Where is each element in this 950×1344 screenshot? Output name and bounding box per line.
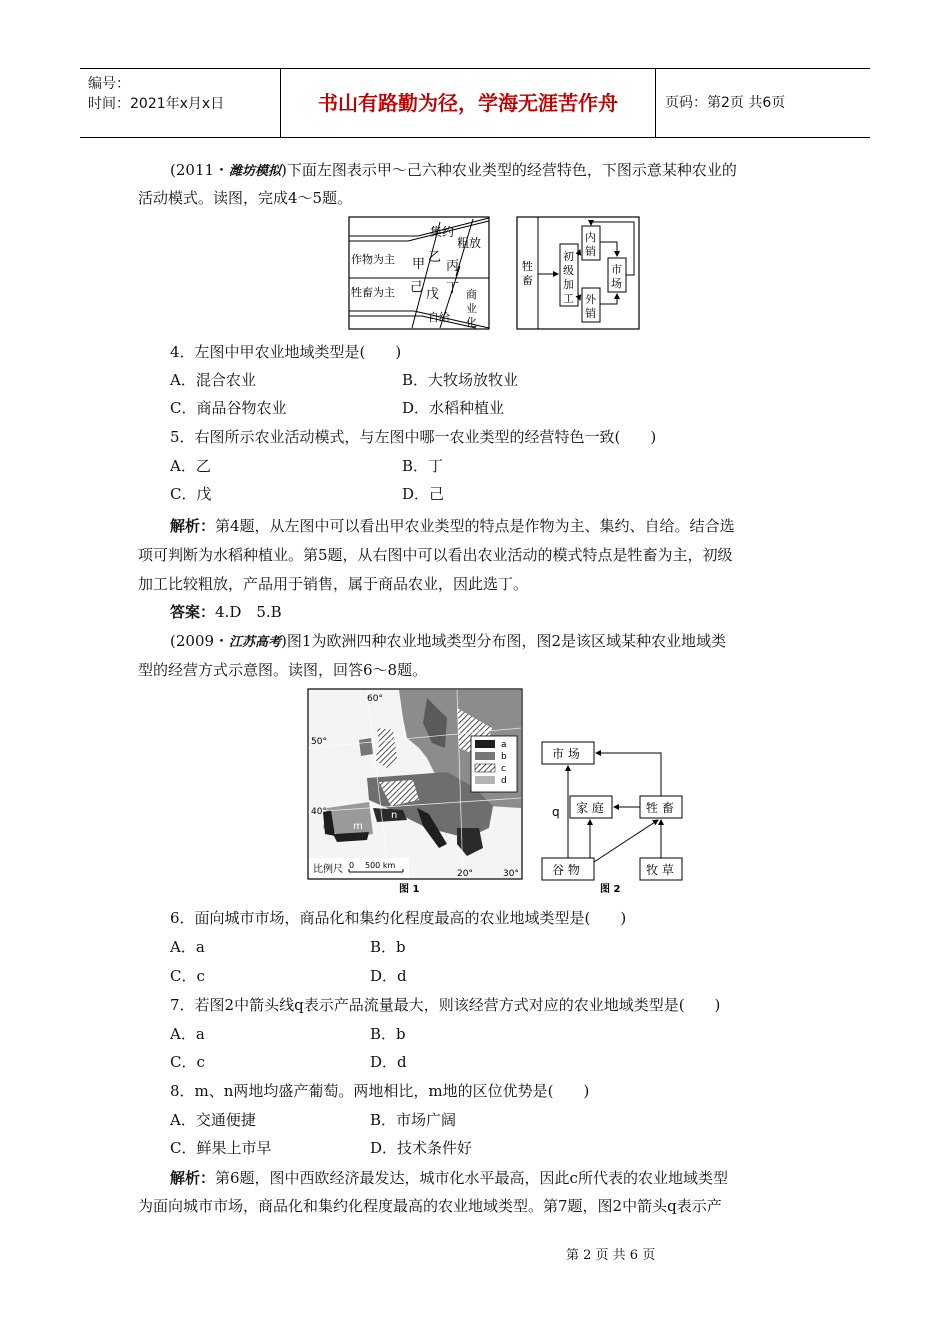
intro2-line1: (2009・江苏高考)图1为欧洲四种农业地域类型分布图，图2是该区域某种农业地域类 <box>170 632 726 650</box>
map-lon-30: 30° <box>503 869 519 879</box>
q5-option-c: C．戊 <box>170 485 212 503</box>
intro1-source: 潍坊模拟 <box>229 164 282 179</box>
q5-stem: 5．右图所示农业活动模式，与左图中哪一农业类型的经营特色一致( ) <box>170 428 657 446</box>
q8-option-a: A．交通便捷 <box>170 1111 256 1129</box>
fig2-shengchu: 牲 畜 <box>646 801 674 815</box>
header-meta <box>80 69 281 137</box>
map-scale-0: 0 <box>349 861 355 870</box>
legend-swatch-a <box>475 740 495 748</box>
page-footer: 第 2 页 共 6 页 <box>566 1248 656 1263</box>
label-jia: 甲 <box>412 257 426 272</box>
page-header <box>80 68 870 138</box>
q5-option-d: D．己 <box>402 485 445 503</box>
map-scale-label: 比例尺 <box>313 864 343 875</box>
q7-option-b: B．b <box>370 1025 406 1043</box>
legend-swatch-d <box>475 776 495 784</box>
q4-option-a: A．混合农业 <box>170 371 256 389</box>
fig2-q: q <box>552 805 560 819</box>
q4-option-c: C．商品谷物农业 <box>170 399 287 417</box>
map-lat-50: 50° <box>311 737 327 747</box>
flow-shichang-1: 市 <box>611 263 622 276</box>
header-motto: 书山有路勤为径，学海无涯苦作舟 <box>281 69 656 137</box>
label-ji: 己 <box>410 280 424 295</box>
q8-stem: 8．m、n两地均盛产葡萄。两地相比，m地的区位优势是( ) <box>170 1082 590 1100</box>
q6-option-d: D．d <box>370 967 407 985</box>
q7-stem: 7．若图2中箭头线q表示产品流量最大，则该经营方式对应的农业地域类型是( ) <box>170 996 721 1014</box>
flow-waixiao-2: 销 <box>585 307 596 320</box>
label-wu: 戊 <box>426 287 440 302</box>
map-scale-500: 500 km <box>365 861 396 870</box>
flow-shichang-2: 场 <box>611 277 622 290</box>
fig2-guwu: 谷 物 <box>552 863 580 877</box>
intro1-line2: 活动模式。读图，完成4～5题。 <box>138 189 353 207</box>
flow-neixiao-1: 内 <box>585 231 596 244</box>
fig2-jiating: 家 庭 <box>576 801 604 815</box>
q8-option-c: C．鲜果上市早 <box>170 1139 272 1157</box>
legend-label-d: d <box>501 776 507 786</box>
figure2-flow <box>538 738 686 898</box>
q6-option-b: B．b <box>370 938 406 956</box>
label-shengchu: 牲畜为主 <box>351 286 395 299</box>
analysis1-line1: 解析：第4题，从左图中可以看出甲农业类型的特点是作物为主、集约、自给。结合选 <box>170 517 735 535</box>
flow-chuji-2: 级 <box>563 264 574 277</box>
analysis2-line2: 为面向城市市场，商品化和集约化程度最高的农业地域类型。第7题，图2中箭头q表示产 <box>138 1197 722 1215</box>
flow-shengchu-1: 牲 <box>522 260 533 273</box>
q7-option-d: D．d <box>370 1053 407 1071</box>
label-cufang: 粗放 <box>457 236 482 250</box>
label-jiyue: 集约 <box>430 225 455 239</box>
agri-type-diagram <box>348 216 490 330</box>
label-yi: 乙 <box>428 250 442 265</box>
europe-map-figure <box>307 688 525 896</box>
q5-option-a: A．乙 <box>170 457 211 475</box>
map-lat-60: 60° <box>367 694 383 704</box>
q8-option-d: D．技术条件好 <box>370 1139 473 1157</box>
flow-waixiao-1: 外 <box>585 293 596 306</box>
analysis2-line1: 解析：第6题，图中西欧经济最发达，城市化水平最高，因此c所代表的农业地域类型 <box>170 1169 728 1187</box>
intro1-line1: (2011・潍坊模拟)下面左图表示甲～己六种农业类型的经营特色，下图示意某种农业的 <box>170 161 737 179</box>
label-shang: 商 <box>466 288 477 301</box>
flow-chuji-3: 加 <box>563 278 574 291</box>
legend-label-c: c <box>501 764 506 774</box>
map-label-n: n <box>391 810 398 821</box>
map-caption: 图 1 <box>399 884 420 895</box>
legend-swatch-b <box>475 752 495 760</box>
q6-stem: 6．面向城市市场，商品化和集约化程度最高的农业地域类型是( ) <box>170 909 627 927</box>
analysis1-line2: 项可判断为水稻种植业。第5题，从右图中可以看出农业活动的模式特点是牲畜为主，初级 <box>138 546 733 564</box>
legend-swatch-c <box>475 764 495 772</box>
flow-shengchu-2: 畜 <box>522 274 533 287</box>
map-region-ireland <box>359 738 373 756</box>
legend-label-b: b <box>501 752 507 762</box>
label-bing: 丙 <box>446 259 460 274</box>
activity-flow-diagram <box>516 216 640 330</box>
q4-option-d: D．水稻种植业 <box>402 399 505 417</box>
label-ding: 丁 <box>446 281 460 296</box>
fig2-mucao: 牧 草 <box>646 863 674 877</box>
intro2-line2: 型的经营方式示意图。读图，回答6～8题。 <box>138 661 428 679</box>
label-hua: 化 <box>466 316 477 329</box>
flow-neixiao-2: 销 <box>585 245 596 258</box>
label-zigei: 自给 <box>428 311 450 324</box>
q4-option-b: B．大牧场放牧业 <box>402 371 519 389</box>
time-label: 时间：2021年x月x日 <box>88 96 225 112</box>
q7-option-a: A．a <box>170 1025 205 1043</box>
fig2-shichang: 市 场 <box>552 747 580 761</box>
q8-option-b: B．市场广阔 <box>370 1111 457 1129</box>
map-region-france-south <box>373 808 407 822</box>
q5-option-b: B．丁 <box>402 457 444 475</box>
map-lon-20: 20° <box>457 869 473 879</box>
q4-stem: 4．左图中甲农业地域类型是( ) <box>170 343 402 361</box>
flow-chuji-4: 工 <box>563 292 574 305</box>
map-lat-40: 40° <box>311 807 327 817</box>
fig2-caption: 图 2 <box>600 884 621 895</box>
legend-label-a: a <box>501 740 507 750</box>
flow-chuji-1: 初 <box>563 250 574 263</box>
q6-option-c: C．c <box>170 967 205 985</box>
map-label-m: m <box>353 821 363 832</box>
header-page-info: 页码：第2页 共6页 <box>665 95 786 111</box>
number-label: 编号： <box>88 76 130 92</box>
intro2-source: 江苏高考 <box>229 635 282 650</box>
q7-option-c: C．c <box>170 1053 205 1071</box>
label-zuowu: 作物为主 <box>351 253 395 266</box>
label-ye: 业 <box>466 302 477 315</box>
answer1: 答案：4.D 5.B <box>170 603 282 621</box>
analysis1-line3: 加工比较粗放，产品用于销售，属于商品农业，因此选丁。 <box>138 575 529 593</box>
q6-option-a: A．a <box>170 938 205 956</box>
